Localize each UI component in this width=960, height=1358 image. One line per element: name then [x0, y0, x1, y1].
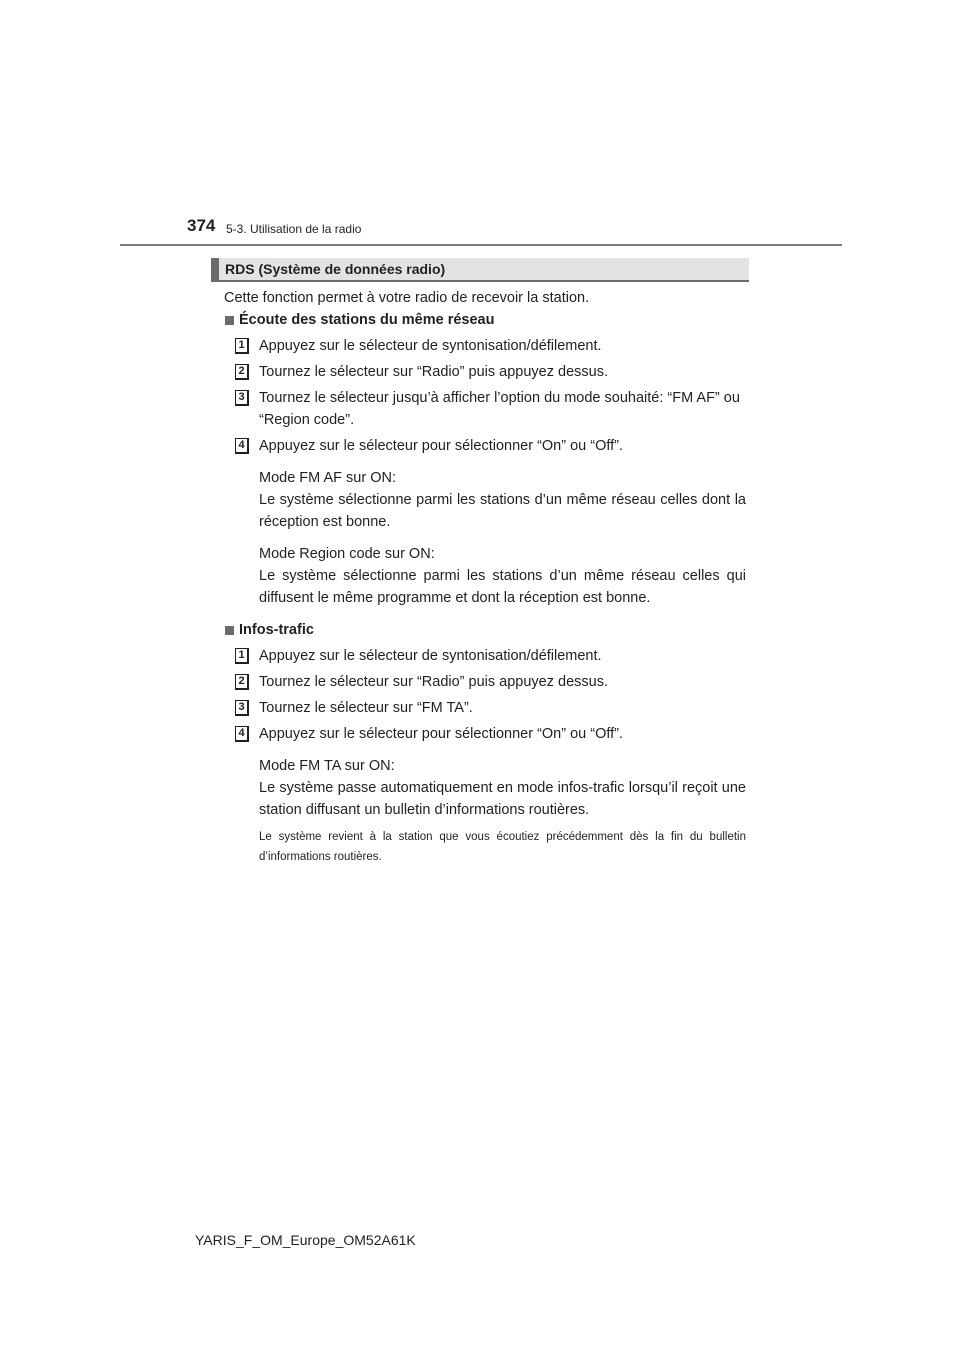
mode-note-label: Mode FM TA sur ON:	[259, 758, 395, 774]
step-number: 3	[235, 390, 249, 406]
step-item	[224, 671, 746, 693]
page-number: 374	[187, 216, 216, 235]
mode-note-label: Mode Region code sur ON:	[259, 546, 435, 562]
header-rule	[120, 244, 842, 246]
step-number: 2	[235, 364, 249, 380]
mode-note-text: Le système passe automatiquement en mode infos-trafic lorsqu’il reçoit une station diffusant un bulletin d’informations routières.	[259, 780, 746, 818]
step-item	[224, 361, 746, 383]
step-text: Appuyez sur le sélecteur de syntonisation/défilement.	[259, 648, 602, 664]
mode-note-text: Le système sélectionne parmi les stations d’un même réseau celles dont la réception est bonne.	[259, 492, 746, 530]
step-number: 4	[235, 438, 249, 454]
mode-note	[224, 543, 746, 609]
step-item	[224, 723, 746, 745]
section-label: 5-3. Utilisation de la radio	[226, 222, 362, 236]
step-text: Tournez le sélecteur sur “Radio” puis appuyez dessus.	[259, 674, 608, 690]
square-bullet-icon	[225, 626, 234, 635]
title-bar-accent	[211, 258, 219, 280]
step-item	[224, 335, 746, 357]
mode-note	[224, 755, 746, 821]
subheading-text: Écoute des stations du même réseau	[239, 312, 495, 328]
section-title: RDS (Système de données radio)	[225, 261, 446, 277]
step-number: 2	[235, 674, 249, 690]
subheading	[224, 309, 746, 331]
step-text: Tournez le sélecteur sur “Radio” puis appuyez dessus.	[259, 364, 608, 380]
step-item	[224, 645, 746, 667]
step-number: 1	[235, 648, 249, 664]
step-number: 3	[235, 700, 249, 716]
step-number: 4	[235, 726, 249, 742]
small-note: Le système revient à la station que vous écoutiez précédemment dès la fin du bulletin d’informations routières.	[259, 831, 746, 863]
step-text: Tournez le sélecteur jusqu’à afficher l’option du mode souhaité: “FM AF” ou “Region code”.	[259, 390, 740, 428]
section-title-bar	[211, 258, 749, 282]
step-item	[224, 387, 746, 431]
step-text: Appuyez sur le sélecteur pour sélectionner “On” ou “Off”.	[259, 438, 624, 454]
intro-text: Cette fonction permet à votre radio de recevoir la station.	[224, 290, 590, 306]
mode-note-text: Le système sélectionne parmi les stations d’un même réseau celles qui diffusent le même programme et dont la réception est bonne.	[259, 568, 746, 606]
step-item	[224, 697, 746, 719]
subheading-text: Infos-trafic	[239, 622, 314, 638]
square-bullet-icon	[225, 316, 234, 325]
mode-note	[224, 467, 746, 533]
step-number: 1	[235, 338, 249, 354]
step-item	[224, 435, 746, 457]
content	[224, 287, 746, 877]
step-text: Tournez le sélecteur sur “FM TA”.	[259, 700, 473, 716]
mode-note-label: Mode FM AF sur ON:	[259, 470, 396, 486]
subheading	[224, 619, 746, 641]
footer-doc-id: YARIS_F_OM_Europe_OM52A61K	[195, 1232, 416, 1248]
step-text: Appuyez sur le sélecteur de syntonisation/défilement.	[259, 338, 602, 354]
step-text: Appuyez sur le sélecteur pour sélectionner “On” ou “Off”.	[259, 726, 624, 742]
